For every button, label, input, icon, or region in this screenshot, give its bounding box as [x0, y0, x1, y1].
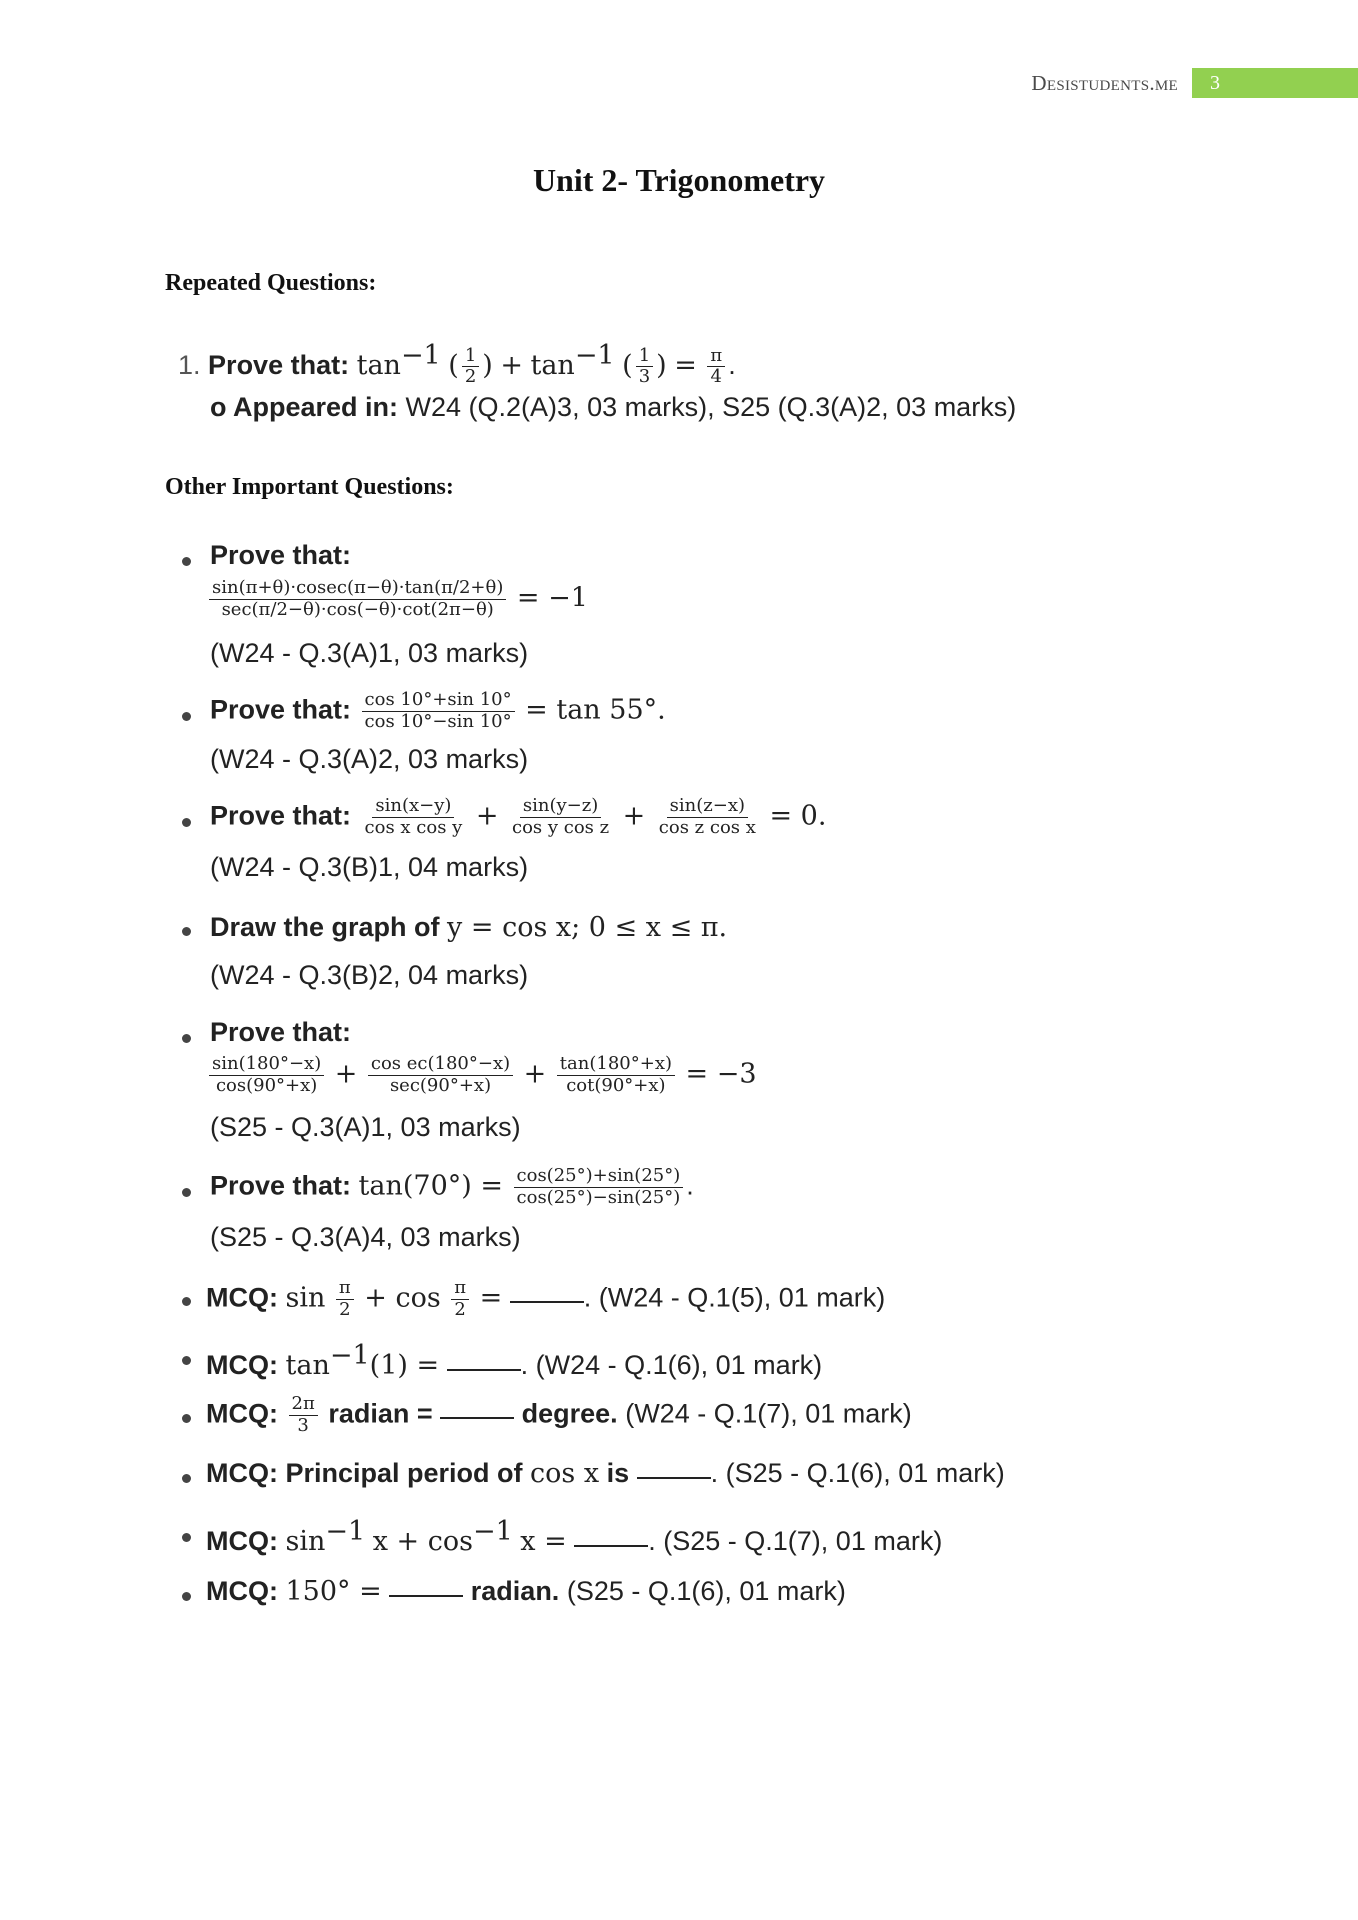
site-name: Desistudents.me [1031, 70, 1178, 95]
question-ref: (W24 - Q.3(B)2, 04 marks) [210, 960, 529, 990]
mcq-2: MCQ: $\tan^{-1}(1)$ = . (W24 - Q.1(6), 01 mark) [206, 1340, 823, 1381]
other-heading: Other Important Questions: [165, 474, 454, 500]
bullet-icon [182, 1474, 191, 1483]
answer-blank [574, 1545, 648, 1547]
question-ref: (S25 - Q.3(A)4, 03 marks) [210, 1222, 521, 1252]
question-ref: (W24 - Q.3(A)1, 03 marks) [210, 638, 529, 668]
page-title: Unit 2- Trigonometry [532, 162, 826, 198]
mcq-3: MCQ: $\frac{2\pi}{3}$ radian = degree. (W24 - Q.1(7), 01 mark) [206, 1393, 912, 1436]
question-3: Prove that: $\frac{\sin(x-y)}{\text{cos x cos y}}$ + $\frac{\sin(y-z)}{\text{cos y cos z}}$ + $\frac{\sin(z-x)}{\text{cos z cos x}}$ = 0. [210, 795, 827, 838]
bullet-icon [182, 1356, 191, 1365]
bullet-icon [182, 1533, 191, 1542]
mcq-5: MCQ: $\sin^{-1} x + \cos^{-1} x$ = . (S25 - Q.1(7), 01 mark) [206, 1516, 943, 1557]
bullet-icon [182, 927, 191, 936]
page-number: 3 [1192, 68, 1358, 98]
question-ref: (W24 - Q.3(A)2, 03 marks) [210, 744, 529, 774]
repeated-heading: Repeated Questions: [165, 270, 377, 296]
question-label: Prove that: [208, 350, 350, 380]
question-formula: $\frac{\sin(180^\circ-x)}{\cos(90^\circ+x)}$ + $\frac{\text{cos ec(180°−x)}}{\sec(90^\circ+x)}$ + $\frac{\tan(180^\circ+x)}{\cot(90^\circ+x)}$ = −3 [206, 1054, 757, 1096]
question-2: Prove that: $\frac{\cos 10^\circ+\sin 10^\circ}{\cos 10^\circ-\sin 10^\circ}$ = tan 55°. [210, 689, 666, 732]
bullet-icon [182, 1297, 191, 1306]
repeated-question-1: 1. Prove that: $\tan^{-1}$ ( $\frac{1}{2}$ ) + $\tan^{-1}$ ( $\frac{1}{3}$ ) = $\frac{\pi}{4}$ . [178, 340, 736, 388]
bullet-icon [182, 1414, 191, 1423]
appeared-in: o Appeared in: W24 (Q.2(A)3, 03 marks), S25 (Q.3(A)2, 03 marks) [210, 392, 1017, 422]
bullet-icon [182, 1034, 191, 1043]
bullet-icon [182, 712, 191, 721]
bullet-icon [182, 557, 191, 566]
answer-blank [510, 1301, 584, 1303]
bullet-icon [182, 1592, 191, 1601]
question-label: Prove that: [210, 1017, 352, 1047]
fraction: $\frac{1}{2}$ [462, 346, 479, 388]
mcq-6: MCQ: 150° = radian. (S25 - Q.1(6), 01 mark) [206, 1576, 846, 1607]
question-number: 1. [178, 350, 201, 380]
bullet-icon [182, 818, 191, 827]
question-formula: $\frac{\sin(\pi+\theta)\cdot cosec(\pi-\theta)\cdot\tan(\pi/2+\theta)}{\sec(\pi/2-\theta)\cdot\cos(-\theta)\cdot\cot(2\pi-\theta)}$ = −1 [206, 578, 588, 620]
answer-blank [389, 1595, 463, 1597]
answer-blank [447, 1369, 521, 1371]
question-ref: (W24 - Q.3(B)1, 04 marks) [210, 852, 529, 882]
page-header [1031, 68, 1358, 98]
question-4: Draw the graph of y = cos x; 0 ≤ x ≤ π. [210, 912, 728, 943]
answer-blank [637, 1477, 711, 1479]
mcq-1: MCQ: sin $\frac{\pi}{2}$ + cos $\frac{\pi}{2}$ = . (W24 - Q.1(5), 01 mark) [206, 1277, 886, 1320]
question-6: Prove that: tan(70°) = $\frac{\cos(25^\circ)+\sin(25^\circ)}{\cos(25^\circ)-\sin(25^\circ)}$ . [210, 1165, 694, 1208]
question-label: Prove that: [210, 540, 352, 570]
bullet-icon [182, 1188, 191, 1197]
mcq-4: MCQ: Principal period of cos x is . (S25 - Q.1(6), 01 mark) [206, 1458, 1005, 1489]
answer-blank [440, 1417, 514, 1419]
question-ref: (S25 - Q.3(A)1, 03 marks) [210, 1112, 521, 1142]
